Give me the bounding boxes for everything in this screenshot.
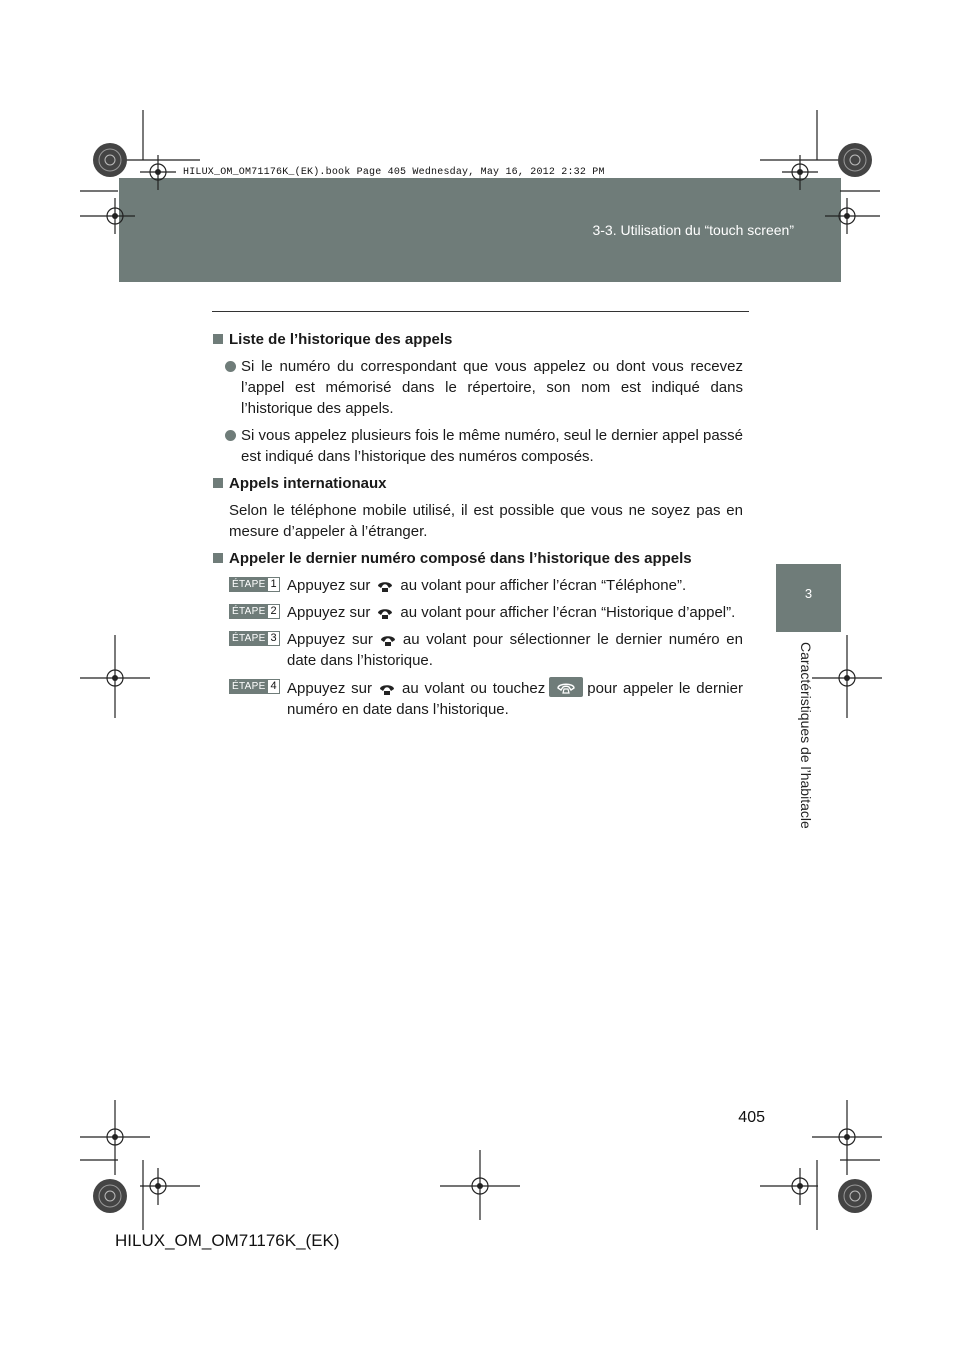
bullet-text: Si le numéro du correspondant que vous appelez ou dont vous recevez l’appel est mémorisé dans le répertoire, son nom est indiqué dans l’historique des appels.	[241, 358, 743, 417]
step-badge-number: 4	[267, 679, 280, 694]
chapter-label: Caractéristiques de l’habitacle	[798, 642, 814, 829]
heading-call-history: Liste de l’historique des appels	[213, 329, 743, 350]
chapter-number: 3	[804, 586, 813, 601]
step-text-after: au volant pour afficher l’écran “Téléphone”.	[400, 577, 687, 594]
step-text-middle: au volant ou touchez	[401, 680, 546, 697]
step-text-after: pour appeler le dernier numéro en date dans l’historique.	[287, 680, 743, 718]
step-text-before: Appuyez sur	[287, 577, 371, 594]
step-badge-label: ÉTAPE	[229, 631, 267, 646]
step-badge-label: ÉTAPE	[229, 604, 267, 619]
step-text-after: au volant pour sélectionner le dernier numéro en date dans l’historique.	[287, 631, 743, 669]
step-badge-number: 2	[267, 604, 280, 619]
page-number: 405	[738, 1109, 765, 1126]
heading-international-calls: Appels internationaux	[213, 473, 743, 494]
step-badge-label: ÉTAPE	[229, 577, 267, 592]
step-badge-number: 3	[267, 631, 280, 646]
step-text-before: Appuyez sur	[287, 604, 371, 621]
document-code: HILUX_OM_OM71176K_(EK)	[115, 1231, 340, 1250]
step-text-before: Appuyez sur	[287, 680, 372, 697]
step-text-before: Appuyez sur	[287, 631, 373, 648]
step-badge-label: ÉTAPE	[229, 679, 267, 694]
step-text-after: au volant pour afficher l’écran “Historique d’appel”.	[400, 604, 736, 621]
step-badge-number: 1	[267, 577, 280, 592]
paragraph-international: Selon le téléphone mobile utilisé, il est possible que vous ne soyez pas en mesure d’appeler à l’étranger.	[229, 502, 743, 540]
heading-redial-last: Appeler le dernier numéro composé dans l’historique des appels	[213, 548, 743, 569]
section-title: 3-3. Utilisation du “touch screen”	[592, 222, 794, 238]
file-stamp: HILUX_OM_OM71176K_(EK).book Page 405 Wednesday, May 16, 2012 2:32 PM	[183, 167, 605, 178]
bullet-text: Si vous appelez plusieurs fois le même numéro, seul le dernier appel passé est indiqué dans l’historique des numéros composés.	[241, 427, 743, 465]
